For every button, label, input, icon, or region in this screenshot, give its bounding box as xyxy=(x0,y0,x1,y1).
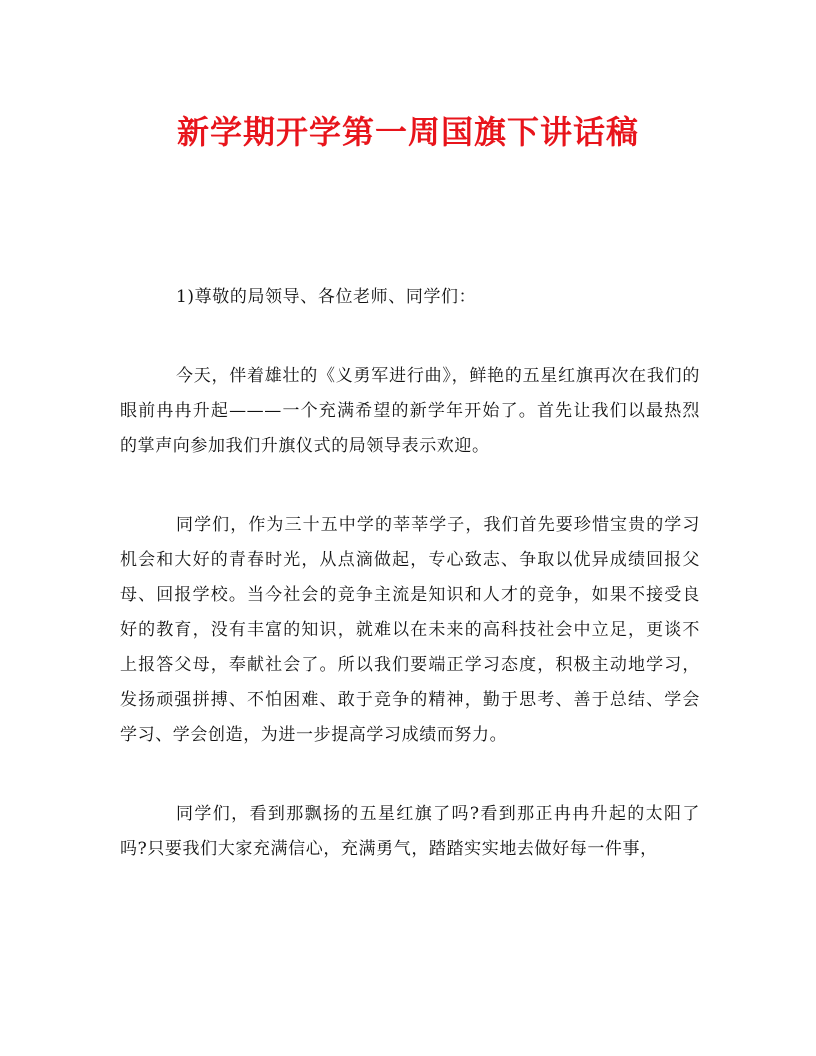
body-paragraph-2: 同学们，作为三十五中学的莘莘学子，我们首先要珍惜宝贵的学习机会和大好的青春时光，从点滴做起，专心致志、争取以优异成绩回报父母、回报学校。当今社会的竞争主流是知识和人才的竞争，如果不接受良好的教育，没有丰富的知识，就难以在未来的高科技社会中立足，更谈不上报答父母，奉献社会了。所以我们要端正学习态度，积极主动地学习，发扬顽强拼搏、不怕困难、敢于竞争的精神，勤于思考、善于总结、学会学习、学会创造，为进一步提高学习成绩而努力。 xyxy=(120,515,700,745)
document-body xyxy=(120,280,700,911)
body-paragraph-1: 今天，伴着雄壮的《义勇军进行曲》，鲜艳的五星红旗再次在我们的眼前冉冉升起———一个充满希望的新学年开始了。首先让我们以最热烈的掌声向参加我们升旗仪式的局领导表示欢迎。 xyxy=(120,366,700,456)
body-paragraph-3: 同学们，看到那飘扬的五星红旗了吗?看到那正冉冉升起的太阳了吗?只要我们大家充满信心，充满勇气，踏踏实实地去做好每一件事， xyxy=(120,804,700,859)
salutation-paragraph: 1)尊敬的局领导、各位老师、同学们： xyxy=(176,287,477,307)
document-title: 新学期开学第一周国旗下讲话稿 xyxy=(176,113,639,151)
